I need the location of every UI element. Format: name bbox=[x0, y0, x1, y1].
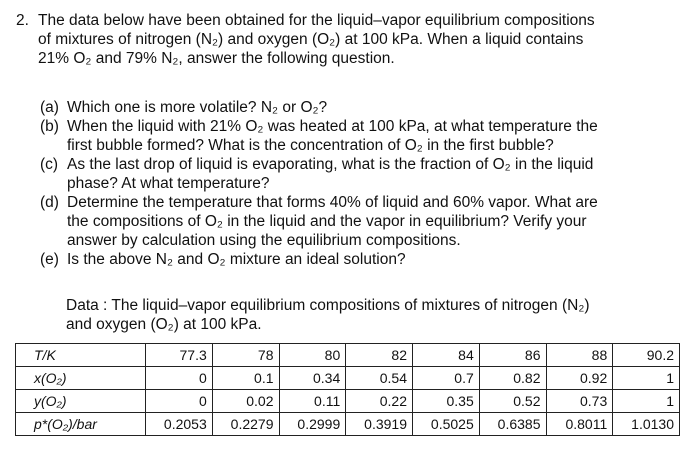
equilibrium-data-table bbox=[15, 343, 680, 436]
table-cell: 0.34 bbox=[279, 367, 346, 390]
caption-line: and oxygen (O₂) at 100 kPa. bbox=[66, 316, 262, 333]
question-label: (e) bbox=[40, 251, 59, 268]
problem-statement bbox=[38, 11, 676, 68]
question-line: first bubble formed? What is the concentration of O₂ in the first bubble? bbox=[67, 137, 554, 154]
question-list bbox=[40, 98, 680, 269]
question-b bbox=[40, 117, 680, 155]
row-header: T/K bbox=[16, 344, 146, 367]
problem-number: 2. bbox=[16, 12, 29, 29]
question-label: (c) bbox=[40, 156, 59, 173]
table-cell: 0.2999 bbox=[279, 413, 346, 436]
table-cell: 0.22 bbox=[346, 390, 413, 413]
question-label: (d) bbox=[40, 194, 59, 211]
table-cell: 77.3 bbox=[146, 344, 213, 367]
question-line: Is the above N₂ and O₂ mixture an ideal solution? bbox=[67, 251, 406, 268]
table-cell: 0.92 bbox=[546, 367, 613, 390]
table-cell: 0.7 bbox=[413, 367, 480, 390]
table-cell: 0.73 bbox=[546, 390, 613, 413]
table-cell: 0.11 bbox=[279, 390, 346, 413]
question-line: Determine the temperature that forms 40% of liquid and 60% vapor. What are bbox=[67, 194, 598, 211]
table-cell: 0 bbox=[146, 367, 213, 390]
caption-line: Data : The liquid–vapor equilibrium compositions of mixtures of nitrogen (N₂) bbox=[66, 297, 590, 314]
table-cell: 0.02 bbox=[212, 390, 279, 413]
row-header: y(O₂) bbox=[16, 390, 146, 413]
table-cell: 0.1 bbox=[212, 367, 279, 390]
table-row-vapor-pressure bbox=[16, 413, 680, 436]
question-line: phase? At what temperature? bbox=[67, 175, 270, 192]
table-cell: 0 bbox=[146, 390, 213, 413]
table-cell: 86 bbox=[479, 344, 546, 367]
table-cell: 0.2053 bbox=[146, 413, 213, 436]
intro-line: The data below have been obtained for the liquid–vapor equilibrium compositions bbox=[38, 12, 595, 29]
table-cell: 1 bbox=[613, 390, 680, 413]
question-label: (a) bbox=[40, 99, 59, 116]
question-line: the compositions of O₂ in the liquid and the vapor in equilibrium? Verify your bbox=[67, 213, 587, 230]
question-e bbox=[40, 250, 680, 269]
table-cell: 0.3919 bbox=[346, 413, 413, 436]
question-a bbox=[40, 98, 680, 117]
question-c bbox=[40, 155, 680, 193]
table-cell: 0.5025 bbox=[413, 413, 480, 436]
question-line: As the last drop of liquid is evaporating, what is the fraction of O₂ in the liquid bbox=[67, 156, 594, 173]
table-cell: 0.82 bbox=[479, 367, 546, 390]
question-label: (b) bbox=[40, 118, 59, 135]
intro-line: of mixtures of nitrogen (N₂) and oxygen (O₂) at 100 kPa. When a liquid contains bbox=[38, 31, 584, 48]
problem-intro bbox=[16, 11, 676, 68]
table-cell: 0.2279 bbox=[212, 413, 279, 436]
question-line: answer by calculation using the equilibrium compositions. bbox=[67, 232, 461, 249]
table-cell: 0.52 bbox=[479, 390, 546, 413]
question-line: Which one is more volatile? N₂ or O₂? bbox=[67, 99, 328, 116]
intro-line: 21% O₂ and 79% N₂, answer the following question. bbox=[38, 50, 395, 67]
table-row-vapor-fraction bbox=[16, 390, 680, 413]
table-cell: 0.35 bbox=[413, 390, 480, 413]
data-caption bbox=[66, 296, 686, 334]
table-cell: 90.2 bbox=[613, 344, 680, 367]
table-cell: 82 bbox=[346, 344, 413, 367]
row-header: p*(O₂)/bar bbox=[16, 413, 146, 436]
table-cell: 0.6385 bbox=[479, 413, 546, 436]
row-header: x(O₂) bbox=[16, 367, 146, 390]
question-line: When the liquid with 21% O₂ was heated at 100 kPa, at what temperature the bbox=[67, 118, 598, 135]
table-cell: 1 bbox=[613, 367, 680, 390]
table-cell: 88 bbox=[546, 344, 613, 367]
question-d bbox=[40, 193, 680, 250]
table-cell: 78 bbox=[212, 344, 279, 367]
table-row-temperature bbox=[16, 344, 680, 367]
table-cell: 1.0130 bbox=[613, 413, 680, 436]
table-cell: 0.54 bbox=[346, 367, 413, 390]
table-cell: 0.8011 bbox=[546, 413, 613, 436]
table-cell: 80 bbox=[279, 344, 346, 367]
table-cell: 84 bbox=[413, 344, 480, 367]
table-row-liquid-fraction bbox=[16, 367, 680, 390]
